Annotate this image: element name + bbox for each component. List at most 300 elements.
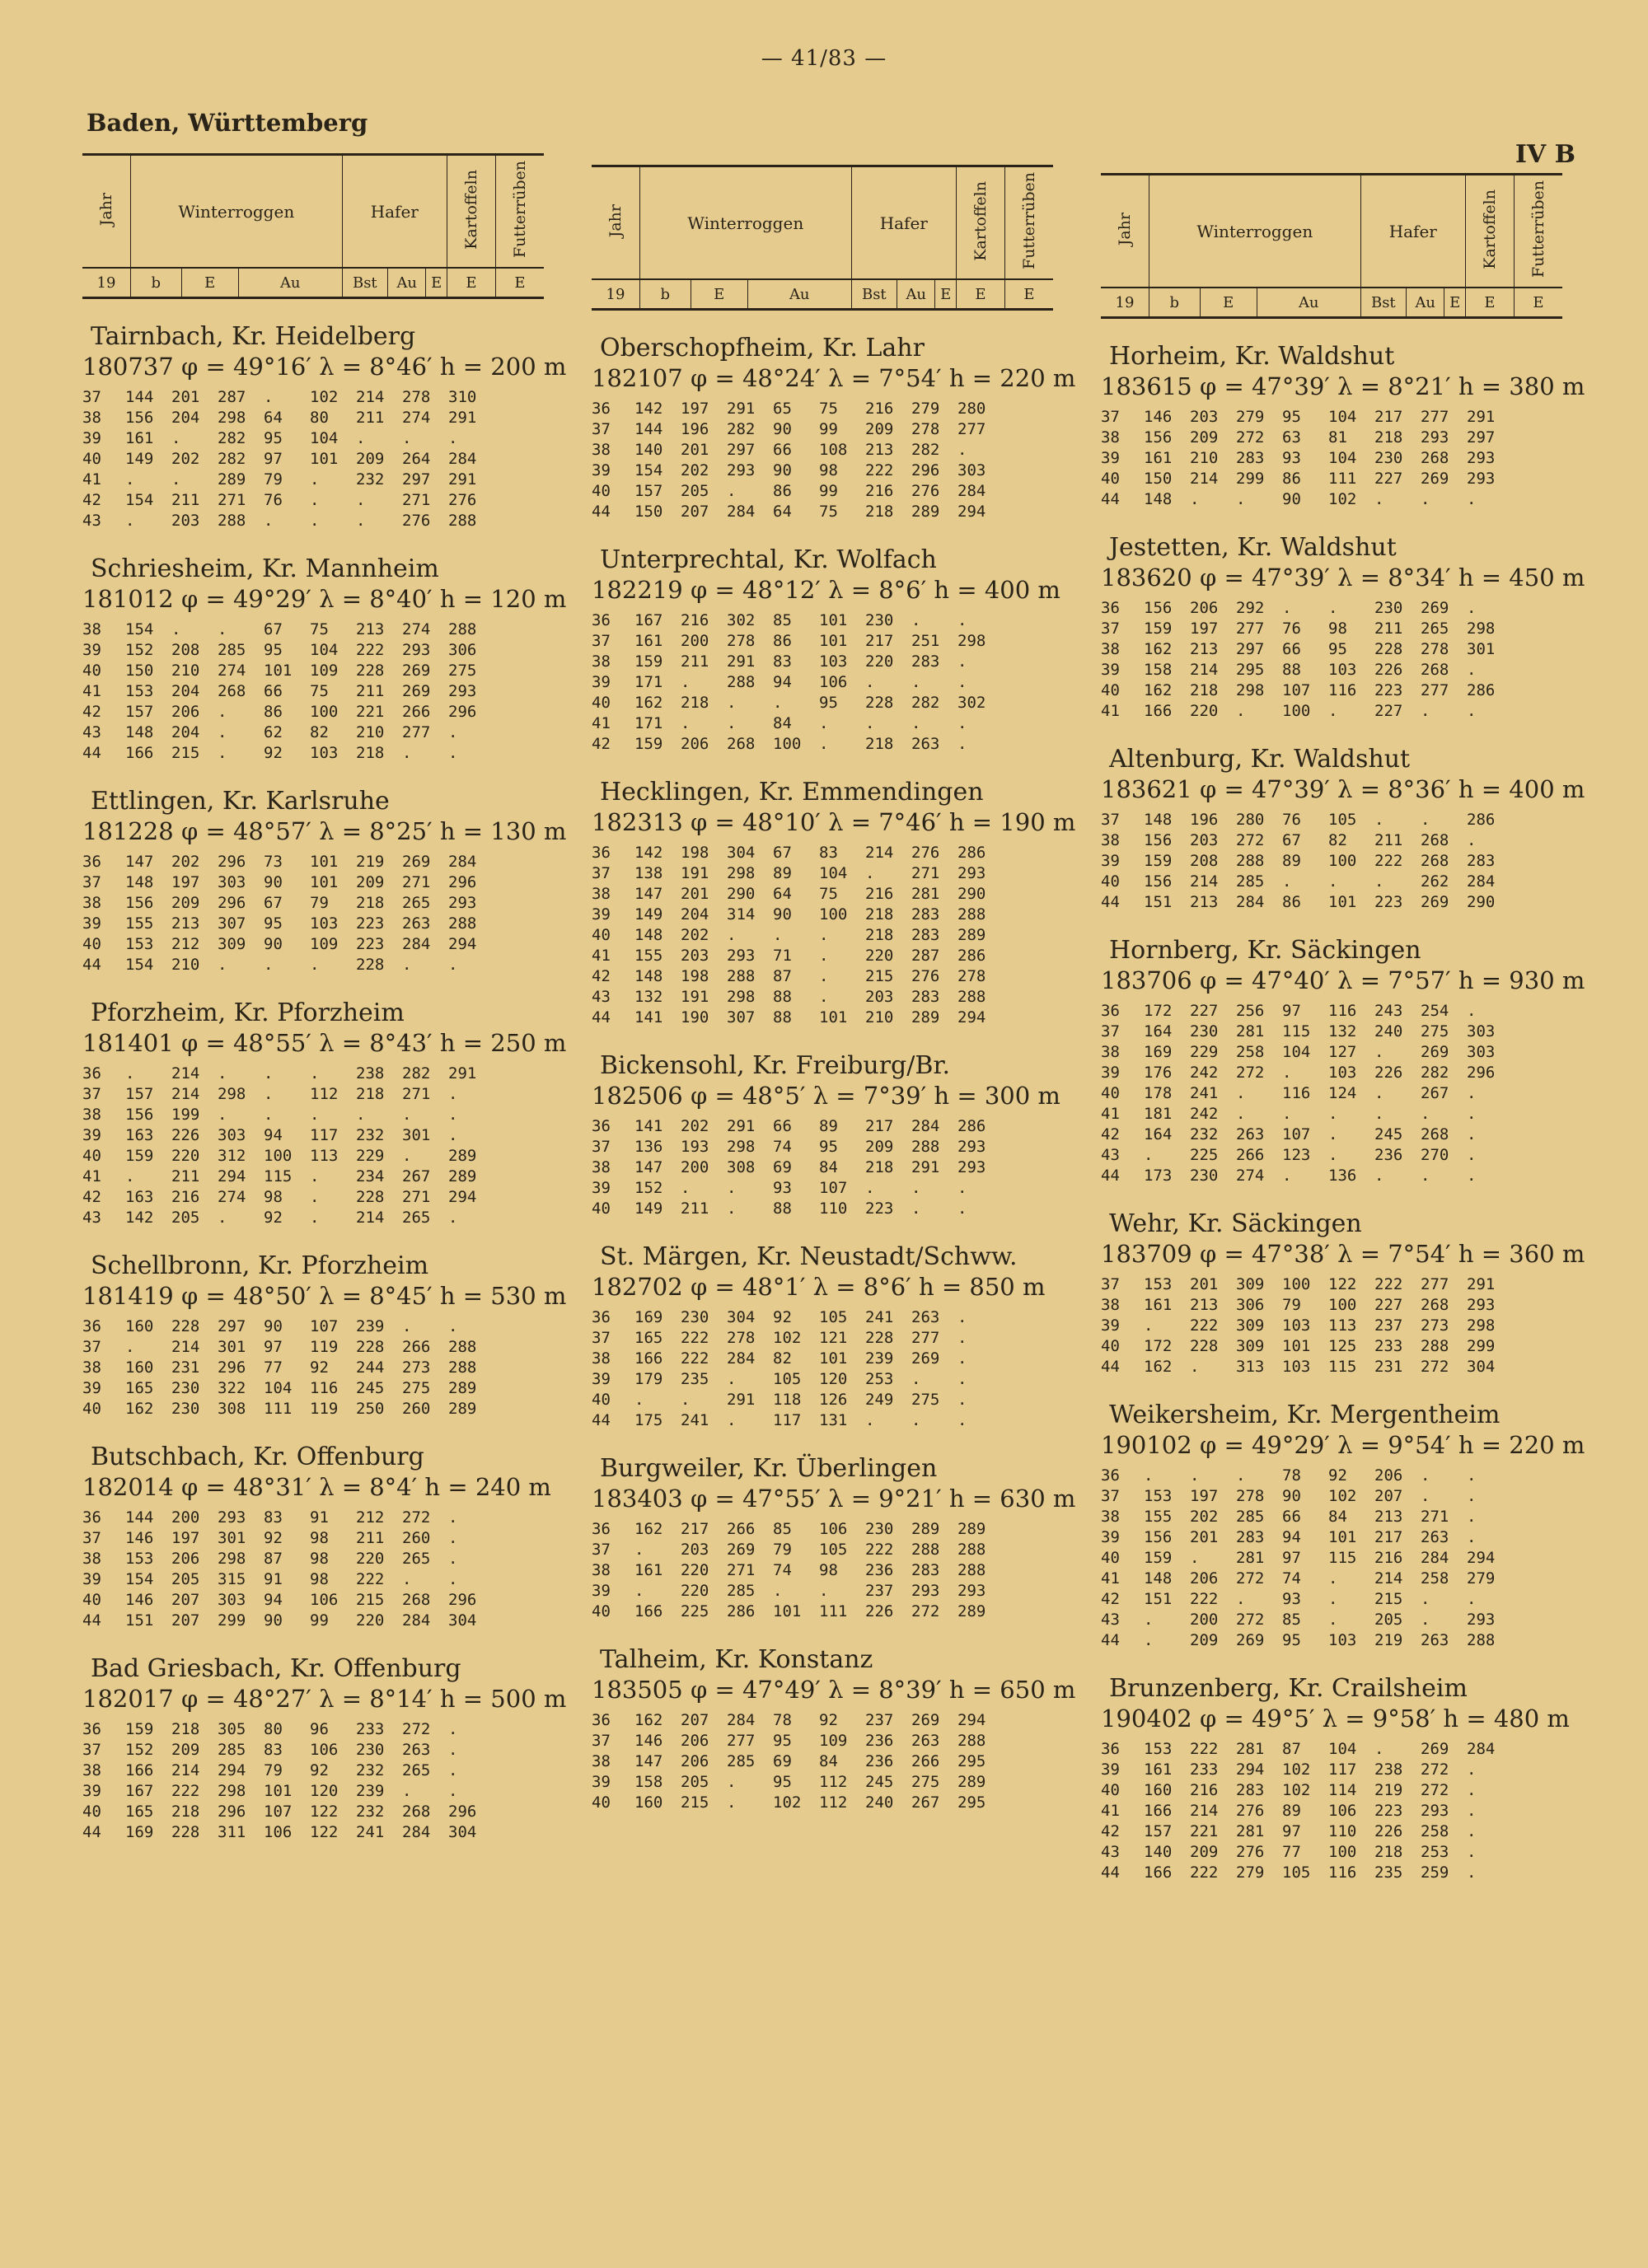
table-cell: 222 bbox=[865, 1541, 894, 1559]
table-cell: . bbox=[1328, 1611, 1338, 1629]
table-cell: 122 bbox=[310, 1823, 339, 1841]
table-cell: 82 bbox=[1328, 831, 1347, 849]
table-cell: 101 bbox=[310, 873, 339, 891]
table-cell: . bbox=[1236, 1590, 1246, 1608]
table-row bbox=[82, 1187, 494, 1208]
table-cell: 229 bbox=[1190, 1043, 1219, 1061]
table-cell: 119 bbox=[310, 1400, 339, 1418]
table-cell: 100 bbox=[1282, 1275, 1311, 1293]
table-cell: 239 bbox=[356, 1317, 385, 1335]
table-cell: 196 bbox=[681, 420, 709, 438]
table-row bbox=[592, 1137, 1004, 1157]
station-latitude: φ = 49°29′ bbox=[1199, 1431, 1330, 1459]
table-cell: 214 bbox=[1190, 872, 1219, 891]
table-cell: 241 bbox=[865, 1308, 894, 1326]
table-row bbox=[592, 1731, 1004, 1751]
station-data-table bbox=[592, 1116, 1004, 1219]
table-cell: 205 bbox=[171, 1209, 200, 1227]
station-latitude: φ = 48°10′ bbox=[690, 808, 821, 836]
table-cell: 87 bbox=[1282, 1740, 1301, 1758]
table-cell: 279 bbox=[1236, 408, 1265, 426]
table-cell: 272 bbox=[1236, 1611, 1265, 1629]
table-cell: 284 bbox=[448, 450, 477, 468]
table-cell: 289 bbox=[911, 1520, 940, 1538]
table-cell: 207 bbox=[1374, 1487, 1403, 1505]
table-cell: 299 bbox=[1467, 1337, 1496, 1355]
table-cell: 149 bbox=[125, 450, 154, 468]
table-cell: 146 bbox=[1144, 408, 1173, 426]
table-cell: 262 bbox=[1421, 872, 1449, 891]
table-cell: 241 bbox=[1190, 1084, 1219, 1102]
station-name: Oberschopfheim, Kr. Lahr bbox=[600, 334, 925, 362]
station-altitude: h = 480 m bbox=[1443, 1705, 1570, 1733]
table-cell: . bbox=[865, 864, 875, 882]
table-cell: . bbox=[1144, 1631, 1154, 1649]
station-block bbox=[82, 554, 567, 764]
table-cell: 163 bbox=[125, 1188, 154, 1206]
table-cell: 66 bbox=[1282, 640, 1301, 658]
table-cell: 105 bbox=[819, 1308, 848, 1326]
table-cell: 36 bbox=[592, 1308, 611, 1326]
table-cell: 65 bbox=[773, 400, 792, 418]
table-cell: 227 bbox=[1190, 1002, 1219, 1020]
station-name: St. Märgen, Kr. Neustadt/Schww. bbox=[600, 1242, 1018, 1271]
table-cell: 146 bbox=[634, 1732, 663, 1750]
table-cell: . bbox=[911, 673, 921, 691]
table-cell: 298 bbox=[1467, 1316, 1496, 1335]
table-cell: . bbox=[865, 1179, 875, 1197]
table-cell: 156 bbox=[125, 894, 154, 912]
table-cell: 216 bbox=[1190, 1781, 1219, 1799]
table-row bbox=[82, 470, 494, 490]
table-cell: 98 bbox=[310, 1550, 329, 1568]
station-data-table bbox=[592, 1307, 1004, 1431]
table-row bbox=[1101, 892, 1513, 913]
table-cell: 100 bbox=[819, 905, 848, 924]
table-row bbox=[82, 408, 494, 428]
table-cell: 288 bbox=[727, 967, 756, 985]
table-cell: . bbox=[681, 714, 691, 732]
table-cell: 222 bbox=[1190, 1864, 1219, 1882]
table-cell: 288 bbox=[957, 1561, 986, 1579]
table-cell: 286 bbox=[727, 1602, 756, 1620]
table-cell: . bbox=[957, 1411, 967, 1429]
table-cell: 203 bbox=[171, 512, 200, 530]
table-row bbox=[82, 852, 494, 872]
table-cell: 218 bbox=[356, 1085, 385, 1103]
table-cell: 37 bbox=[1101, 620, 1120, 638]
table-cell: 44 bbox=[82, 1611, 101, 1630]
table-cell: 213 bbox=[1190, 893, 1219, 911]
table-row bbox=[1101, 1842, 1513, 1863]
station-name: Schellbronn, Kr. Pforzheim bbox=[91, 1251, 429, 1280]
table-cell: 37 bbox=[592, 1732, 611, 1750]
table-cell: 100 bbox=[1328, 852, 1357, 870]
table-cell: 218 bbox=[681, 694, 709, 712]
table-cell: . bbox=[264, 956, 274, 974]
table-cell: 302 bbox=[727, 611, 756, 629]
table-cell: 217 bbox=[681, 1520, 709, 1538]
table-cell: 203 bbox=[1190, 408, 1219, 426]
table-row bbox=[592, 713, 1004, 734]
table-cell: 269 bbox=[1421, 599, 1449, 617]
table-cell: . bbox=[773, 694, 783, 712]
table-cell: 212 bbox=[171, 935, 200, 953]
table-row bbox=[82, 1761, 494, 1781]
table-cell: 95 bbox=[1282, 1631, 1301, 1649]
header-sub-label: b bbox=[640, 279, 691, 310]
table-cell: 263 bbox=[1421, 1528, 1449, 1546]
table-cell: . bbox=[727, 1773, 737, 1791]
table-cell: 154 bbox=[125, 491, 154, 509]
table-cell: 124 bbox=[1328, 1084, 1357, 1102]
table-cell: . bbox=[1144, 1316, 1154, 1335]
station-coordinates bbox=[1101, 966, 1585, 994]
table-cell: 293 bbox=[727, 461, 756, 479]
table-cell: 40 bbox=[592, 926, 611, 944]
table-cell: . bbox=[819, 988, 829, 1006]
header-sub-label: E bbox=[1444, 288, 1466, 318]
table-cell: 293 bbox=[727, 947, 756, 965]
table-cell: 40 bbox=[1101, 681, 1120, 699]
table-cell: 288 bbox=[448, 1358, 477, 1377]
table-cell: 219 bbox=[1374, 1781, 1403, 1799]
table-cell: 277 bbox=[1421, 1275, 1449, 1293]
table-cell: . bbox=[448, 1209, 458, 1227]
table-cell: . bbox=[957, 441, 967, 459]
station-longitude: λ = 8°25′ bbox=[319, 817, 433, 845]
table-cell: 176 bbox=[1144, 1064, 1173, 1082]
table-cell: . bbox=[865, 1411, 875, 1429]
table-cell: 107 bbox=[264, 1803, 293, 1821]
table-cell: 156 bbox=[1144, 872, 1173, 891]
station-block bbox=[1101, 745, 1585, 913]
table-row bbox=[1101, 1042, 1513, 1063]
table-cell: 159 bbox=[634, 652, 663, 671]
table-cell: 223 bbox=[865, 1199, 894, 1218]
table-cell: 209 bbox=[356, 450, 385, 468]
table-cell: 102 bbox=[773, 1793, 802, 1812]
table-cell: 235 bbox=[681, 1370, 709, 1388]
table-cell: 228 bbox=[1190, 1337, 1219, 1355]
station-altitude: h = 200 m bbox=[439, 353, 567, 381]
station-id: 181228 bbox=[82, 817, 174, 845]
table-cell: 197 bbox=[1190, 1487, 1219, 1505]
table-cell: 39 bbox=[82, 1782, 101, 1800]
table-cell: 286 bbox=[957, 947, 986, 965]
table-cell: . bbox=[911, 611, 921, 629]
table-cell: 63 bbox=[1282, 428, 1301, 447]
table-cell: 281 bbox=[1236, 1740, 1265, 1758]
table-cell: 214 bbox=[171, 1064, 200, 1083]
station-coordinates bbox=[592, 1273, 1053, 1301]
table-cell: . bbox=[1190, 1358, 1200, 1376]
table-cell: 284 bbox=[402, 935, 431, 953]
table-cell: 119 bbox=[310, 1338, 339, 1356]
station-latitude: φ = 47°40′ bbox=[1199, 966, 1330, 994]
table-cell: 40 bbox=[592, 482, 611, 500]
table-cell: 234 bbox=[356, 1167, 385, 1185]
table-cell: 203 bbox=[865, 988, 894, 1006]
table-cell: 233 bbox=[1374, 1337, 1403, 1355]
table-cell: 43 bbox=[592, 988, 611, 1006]
table-cell: 294 bbox=[448, 1188, 477, 1206]
header-subrow bbox=[592, 279, 1053, 310]
table-cell: 43 bbox=[1101, 1146, 1120, 1164]
table-cell: 271 bbox=[218, 491, 246, 509]
table-cell: 216 bbox=[171, 1188, 200, 1206]
page-number: — 41/83 — bbox=[761, 46, 887, 71]
table-cell: 41 bbox=[82, 1167, 101, 1185]
table-cell: 39 bbox=[82, 914, 101, 933]
table-cell: 272 bbox=[402, 1508, 431, 1527]
station-latitude: φ = 48°27′ bbox=[180, 1685, 311, 1713]
table-cell: 155 bbox=[634, 947, 663, 965]
table-cell: 222 bbox=[1374, 1275, 1403, 1293]
table-cell: . bbox=[402, 1570, 412, 1588]
table-cell: 199 bbox=[171, 1106, 200, 1124]
table-row bbox=[1101, 1780, 1513, 1801]
table-cell: . bbox=[634, 1582, 644, 1600]
table-cell: 269 bbox=[727, 1541, 756, 1559]
table-cell: 296 bbox=[218, 1358, 246, 1377]
table-cell: 230 bbox=[1374, 449, 1403, 467]
station-id: 183620 bbox=[1101, 563, 1192, 592]
table-cell: 258 bbox=[1421, 1569, 1449, 1588]
table-cell: 281 bbox=[1236, 1022, 1265, 1040]
column-3 bbox=[1101, 173, 1585, 1883]
table-cell: 39 bbox=[82, 1379, 101, 1397]
table-cell: 208 bbox=[171, 641, 200, 659]
table-cell: . bbox=[1467, 1802, 1477, 1820]
table-cell: 222 bbox=[1374, 852, 1403, 870]
table-cell: 89 bbox=[819, 1117, 838, 1135]
table-cell: 290 bbox=[957, 885, 986, 903]
table-cell: 39 bbox=[592, 461, 611, 479]
table-cell: 142 bbox=[634, 400, 663, 418]
table-row bbox=[1101, 1486, 1513, 1507]
table-cell: 88 bbox=[1282, 661, 1301, 679]
table-cell: 206 bbox=[1190, 599, 1219, 617]
table-cell: 304 bbox=[727, 1308, 756, 1326]
table-row bbox=[82, 1125, 494, 1146]
table-cell: 104 bbox=[264, 1379, 293, 1397]
table-cell: 201 bbox=[1190, 1528, 1219, 1546]
table-cell: 74 bbox=[773, 1138, 792, 1156]
table-cell: 260 bbox=[402, 1400, 431, 1418]
table-cell: 218 bbox=[1190, 681, 1219, 699]
table-cell: 213 bbox=[171, 914, 200, 933]
table-cell: 273 bbox=[1421, 1316, 1449, 1335]
table-cell: 238 bbox=[1374, 1761, 1403, 1779]
table-cell: 245 bbox=[1374, 1125, 1403, 1143]
table-cell: . bbox=[1467, 1466, 1477, 1485]
header-sub-label: E bbox=[496, 268, 545, 298]
table-cell: 279 bbox=[911, 400, 940, 418]
station-latitude: φ = 47°55′ bbox=[690, 1485, 821, 1513]
table-cell: 202 bbox=[1190, 1508, 1219, 1526]
table-cell: 232 bbox=[356, 1126, 385, 1144]
table-cell: 67 bbox=[1282, 831, 1301, 849]
table-cell: 40 bbox=[82, 662, 101, 680]
table-row bbox=[82, 1822, 494, 1843]
table-cell: 106 bbox=[1328, 1802, 1357, 1820]
table-cell: 218 bbox=[865, 735, 894, 753]
table-row bbox=[1101, 1316, 1513, 1336]
station-name: Schriesheim, Kr. Mannheim bbox=[91, 554, 439, 583]
table-cell: . bbox=[1328, 1125, 1338, 1143]
table-row bbox=[1101, 1569, 1513, 1589]
station-data-table bbox=[592, 1519, 1004, 1622]
table-cell: 296 bbox=[218, 894, 246, 912]
table-cell: . bbox=[1374, 1105, 1384, 1123]
table-cell: 36 bbox=[1101, 1002, 1120, 1020]
table-cell: 116 bbox=[1328, 1002, 1357, 1020]
table-cell: . bbox=[1421, 702, 1430, 720]
table-cell: 233 bbox=[1190, 1761, 1219, 1779]
header-row bbox=[1101, 175, 1562, 288]
table-cell: 164 bbox=[1144, 1022, 1173, 1040]
table-cell: 41 bbox=[1101, 1802, 1120, 1820]
table-cell: 218 bbox=[171, 1803, 200, 1821]
table-row bbox=[592, 734, 1004, 755]
table-cell: 288 bbox=[448, 512, 477, 530]
station-id: 183505 bbox=[592, 1676, 683, 1704]
table-cell: 307 bbox=[218, 914, 246, 933]
table-cell: 293 bbox=[1467, 1611, 1496, 1629]
table-cell: 64 bbox=[773, 885, 792, 903]
table-cell: 230 bbox=[171, 1379, 200, 1397]
table-row bbox=[1101, 1739, 1513, 1760]
table-cell: 298 bbox=[218, 1550, 246, 1568]
table-cell: 98 bbox=[310, 1570, 329, 1588]
table-cell: . bbox=[911, 1199, 921, 1218]
table-cell: 43 bbox=[1101, 1611, 1120, 1629]
table-cell: 268 bbox=[1421, 831, 1449, 849]
table-cell: 109 bbox=[819, 1732, 848, 1750]
table-cell: 203 bbox=[681, 1541, 709, 1559]
table-cell: 214 bbox=[1190, 661, 1219, 679]
table-cell: 105 bbox=[1282, 1864, 1311, 1882]
table-cell: 172 bbox=[1144, 1002, 1173, 1020]
table-cell: 38 bbox=[1101, 1508, 1120, 1526]
station-longitude: λ = 7°46′ bbox=[828, 808, 942, 836]
station-latitude: φ = 49°5′ bbox=[1199, 1705, 1315, 1733]
table-cell: 266 bbox=[727, 1520, 756, 1538]
table-cell: 38 bbox=[592, 1349, 611, 1368]
table-cell: 159 bbox=[1144, 620, 1173, 638]
table-cell: 96 bbox=[310, 1720, 329, 1738]
table-row bbox=[592, 1560, 1004, 1581]
table-cell: . bbox=[125, 470, 135, 489]
table-cell: 296 bbox=[448, 703, 477, 721]
table-cell: 256 bbox=[1236, 1002, 1265, 1020]
table-row bbox=[592, 1710, 1004, 1731]
table-cell: 191 bbox=[681, 988, 709, 1006]
table-cell: 303 bbox=[1467, 1022, 1496, 1040]
table-cell: 283 bbox=[1236, 449, 1265, 467]
table-cell: 91 bbox=[264, 1570, 283, 1588]
table-cell: 78 bbox=[773, 1711, 792, 1729]
station-coordinates bbox=[82, 817, 567, 845]
table-cell: 268 bbox=[1421, 852, 1449, 870]
table-cell: 113 bbox=[1328, 1316, 1357, 1335]
table-cell: 280 bbox=[1236, 811, 1265, 829]
table-cell: . bbox=[402, 1106, 412, 1124]
table-cell: . bbox=[448, 1720, 458, 1738]
table-cell: . bbox=[171, 620, 181, 638]
table-cell: 294 bbox=[957, 1711, 986, 1729]
table-cell: 156 bbox=[1144, 428, 1173, 447]
table-cell: 289 bbox=[218, 470, 246, 489]
table-cell: 310 bbox=[448, 388, 477, 406]
table-cell: . bbox=[911, 1179, 921, 1197]
table-cell: 298 bbox=[218, 1782, 246, 1800]
table-row bbox=[1101, 1863, 1513, 1883]
table-cell: 154 bbox=[634, 461, 663, 479]
header-sub-label: E bbox=[691, 279, 747, 310]
table-cell: 274 bbox=[218, 1188, 246, 1206]
table-cell: . bbox=[911, 1411, 921, 1429]
table-cell: 110 bbox=[1328, 1822, 1357, 1840]
table-cell: 122 bbox=[310, 1803, 339, 1821]
table-cell: . bbox=[634, 1391, 644, 1409]
table-cell: 218 bbox=[1374, 1843, 1403, 1861]
table-row bbox=[82, 511, 494, 531]
table-cell: 240 bbox=[1374, 1022, 1403, 1040]
table-cell: 43 bbox=[82, 1209, 101, 1227]
table-cell: 283 bbox=[1236, 1528, 1265, 1546]
table-cell: 210 bbox=[356, 723, 385, 741]
table-cell: 167 bbox=[125, 1782, 154, 1800]
table-cell: 288 bbox=[1467, 1631, 1496, 1649]
table-cell: 215 bbox=[865, 967, 894, 985]
table-row bbox=[592, 1772, 1004, 1793]
table-cell: . bbox=[448, 744, 458, 762]
table-cell: 37 bbox=[592, 864, 611, 882]
table-cell: . bbox=[819, 1582, 829, 1600]
table-cell: 278 bbox=[1236, 1487, 1265, 1505]
table-cell: 202 bbox=[681, 926, 709, 944]
table-cell: 297 bbox=[218, 1317, 246, 1335]
header-futterrueben-label: Futterrüben bbox=[511, 161, 529, 258]
table-cell: 213 bbox=[1190, 1296, 1219, 1314]
station-latitude: φ = 48°31′ bbox=[180, 1473, 311, 1501]
table-cell: 162 bbox=[634, 1520, 663, 1538]
station-coordinates bbox=[1101, 563, 1585, 592]
table-cell: 277 bbox=[1236, 620, 1265, 638]
table-cell: 41 bbox=[82, 682, 101, 700]
table-cell: 222 bbox=[356, 1570, 385, 1588]
header-jahr bbox=[592, 166, 640, 280]
table-cell: 39 bbox=[82, 641, 101, 659]
table-cell: 104 bbox=[1328, 408, 1357, 426]
table-cell: 283 bbox=[911, 1561, 940, 1579]
header-sub-label: b bbox=[131, 268, 182, 298]
table-cell: 154 bbox=[125, 620, 154, 638]
table-cell: 100 bbox=[773, 735, 802, 753]
table-cell: 38 bbox=[1101, 428, 1120, 447]
table-row bbox=[82, 722, 494, 743]
table-cell: 101 bbox=[819, 632, 848, 650]
table-cell: . bbox=[356, 429, 366, 447]
table-cell: 109 bbox=[310, 662, 339, 680]
table-cell: . bbox=[819, 926, 829, 944]
table-cell: 165 bbox=[634, 1329, 663, 1347]
table-cell: 36 bbox=[1101, 1740, 1120, 1758]
station-name: Brunzenberg, Kr. Crailsheim bbox=[1109, 1674, 1468, 1703]
station-block bbox=[592, 778, 1076, 1028]
